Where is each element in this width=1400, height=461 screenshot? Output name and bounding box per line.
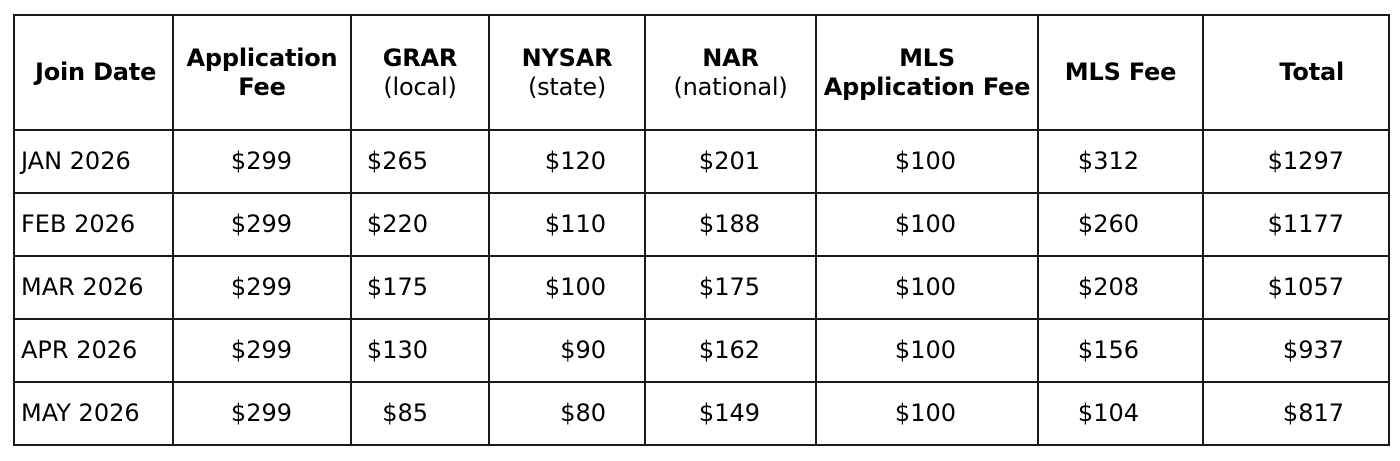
cell-total: $937 [1203, 319, 1389, 382]
cell-application-fee: $299 [173, 193, 351, 256]
cell-grar: $130 [351, 319, 489, 382]
header-nysar [489, 15, 645, 130]
cell-grar: $220 [351, 193, 489, 256]
fee-schedule-table [13, 14, 1390, 446]
header-grar [351, 15, 489, 130]
cell-join-date: APR 2026 [14, 319, 173, 382]
header-mls-application-fee-line2: Application Fee [823, 72, 1031, 101]
cell-total: $1297 [1203, 130, 1389, 193]
cell-nar: $175 [645, 256, 816, 319]
header-grar-label: GRAR [382, 43, 458, 72]
cell-total: $1057 [1203, 256, 1389, 319]
header-mls-fee [1038, 15, 1203, 130]
cell-grar: $265 [351, 130, 489, 193]
table-header [14, 15, 1389, 130]
cell-mls-application-fee: $100 [816, 193, 1038, 256]
cell-join-date: MAY 2026 [14, 382, 173, 445]
cell-application-fee: $299 [173, 319, 351, 382]
cell-mls-fee: $260 [1038, 193, 1203, 256]
cell-mls-application-fee: $100 [816, 256, 1038, 319]
header-total-label: Total [1279, 58, 1344, 87]
header-row [14, 15, 1389, 130]
header-nar-sub: (national) [673, 72, 788, 101]
cell-mls-fee: $208 [1038, 256, 1203, 319]
table-row [14, 130, 1389, 193]
table-row [14, 319, 1389, 382]
cell-nysar: $90 [489, 319, 645, 382]
cell-nar: $188 [645, 193, 816, 256]
header-grar-sub: (local) [383, 72, 457, 101]
header-application-fee-line1: Application [186, 43, 338, 72]
header-nar [645, 15, 816, 130]
cell-nar: $149 [645, 382, 816, 445]
cell-application-fee: $299 [173, 130, 351, 193]
header-join-date [14, 15, 173, 130]
header-application-fee-line2: Fee [238, 72, 286, 101]
table-body [14, 130, 1389, 445]
cell-total: $1177 [1203, 193, 1389, 256]
cell-grar: $175 [351, 256, 489, 319]
cell-mls-fee: $156 [1038, 319, 1203, 382]
header-mls-fee-label: MLS Fee [1064, 58, 1177, 87]
cell-total: $817 [1203, 382, 1389, 445]
header-join-date-label: Join Date [35, 58, 157, 87]
header-nysar-sub: (state) [527, 72, 607, 101]
header-nysar-label: NYSAR [521, 43, 613, 72]
cell-mls-application-fee: $100 [816, 382, 1038, 445]
cell-grar: $85 [351, 382, 489, 445]
cell-nysar: $120 [489, 130, 645, 193]
cell-mls-fee: $312 [1038, 130, 1203, 193]
header-mls-application-fee-line1: MLS [899, 43, 955, 72]
cell-nysar: $110 [489, 193, 645, 256]
cell-nar: $162 [645, 319, 816, 382]
cell-mls-application-fee: $100 [816, 130, 1038, 193]
header-mls-application-fee [816, 15, 1038, 130]
cell-join-date: JAN 2026 [14, 130, 173, 193]
table-row [14, 382, 1389, 445]
cell-nysar: $80 [489, 382, 645, 445]
cell-mls-application-fee: $100 [816, 319, 1038, 382]
header-total [1203, 15, 1389, 130]
cell-application-fee: $299 [173, 382, 351, 445]
cell-nar: $201 [645, 130, 816, 193]
cell-mls-fee: $104 [1038, 382, 1203, 445]
cell-join-date: MAR 2026 [14, 256, 173, 319]
cell-join-date: FEB 2026 [14, 193, 173, 256]
cell-nysar: $100 [489, 256, 645, 319]
table-row [14, 256, 1389, 319]
header-application-fee [173, 15, 351, 130]
table-row [14, 193, 1389, 256]
cell-application-fee: $299 [173, 256, 351, 319]
header-nar-label: NAR [702, 43, 759, 72]
